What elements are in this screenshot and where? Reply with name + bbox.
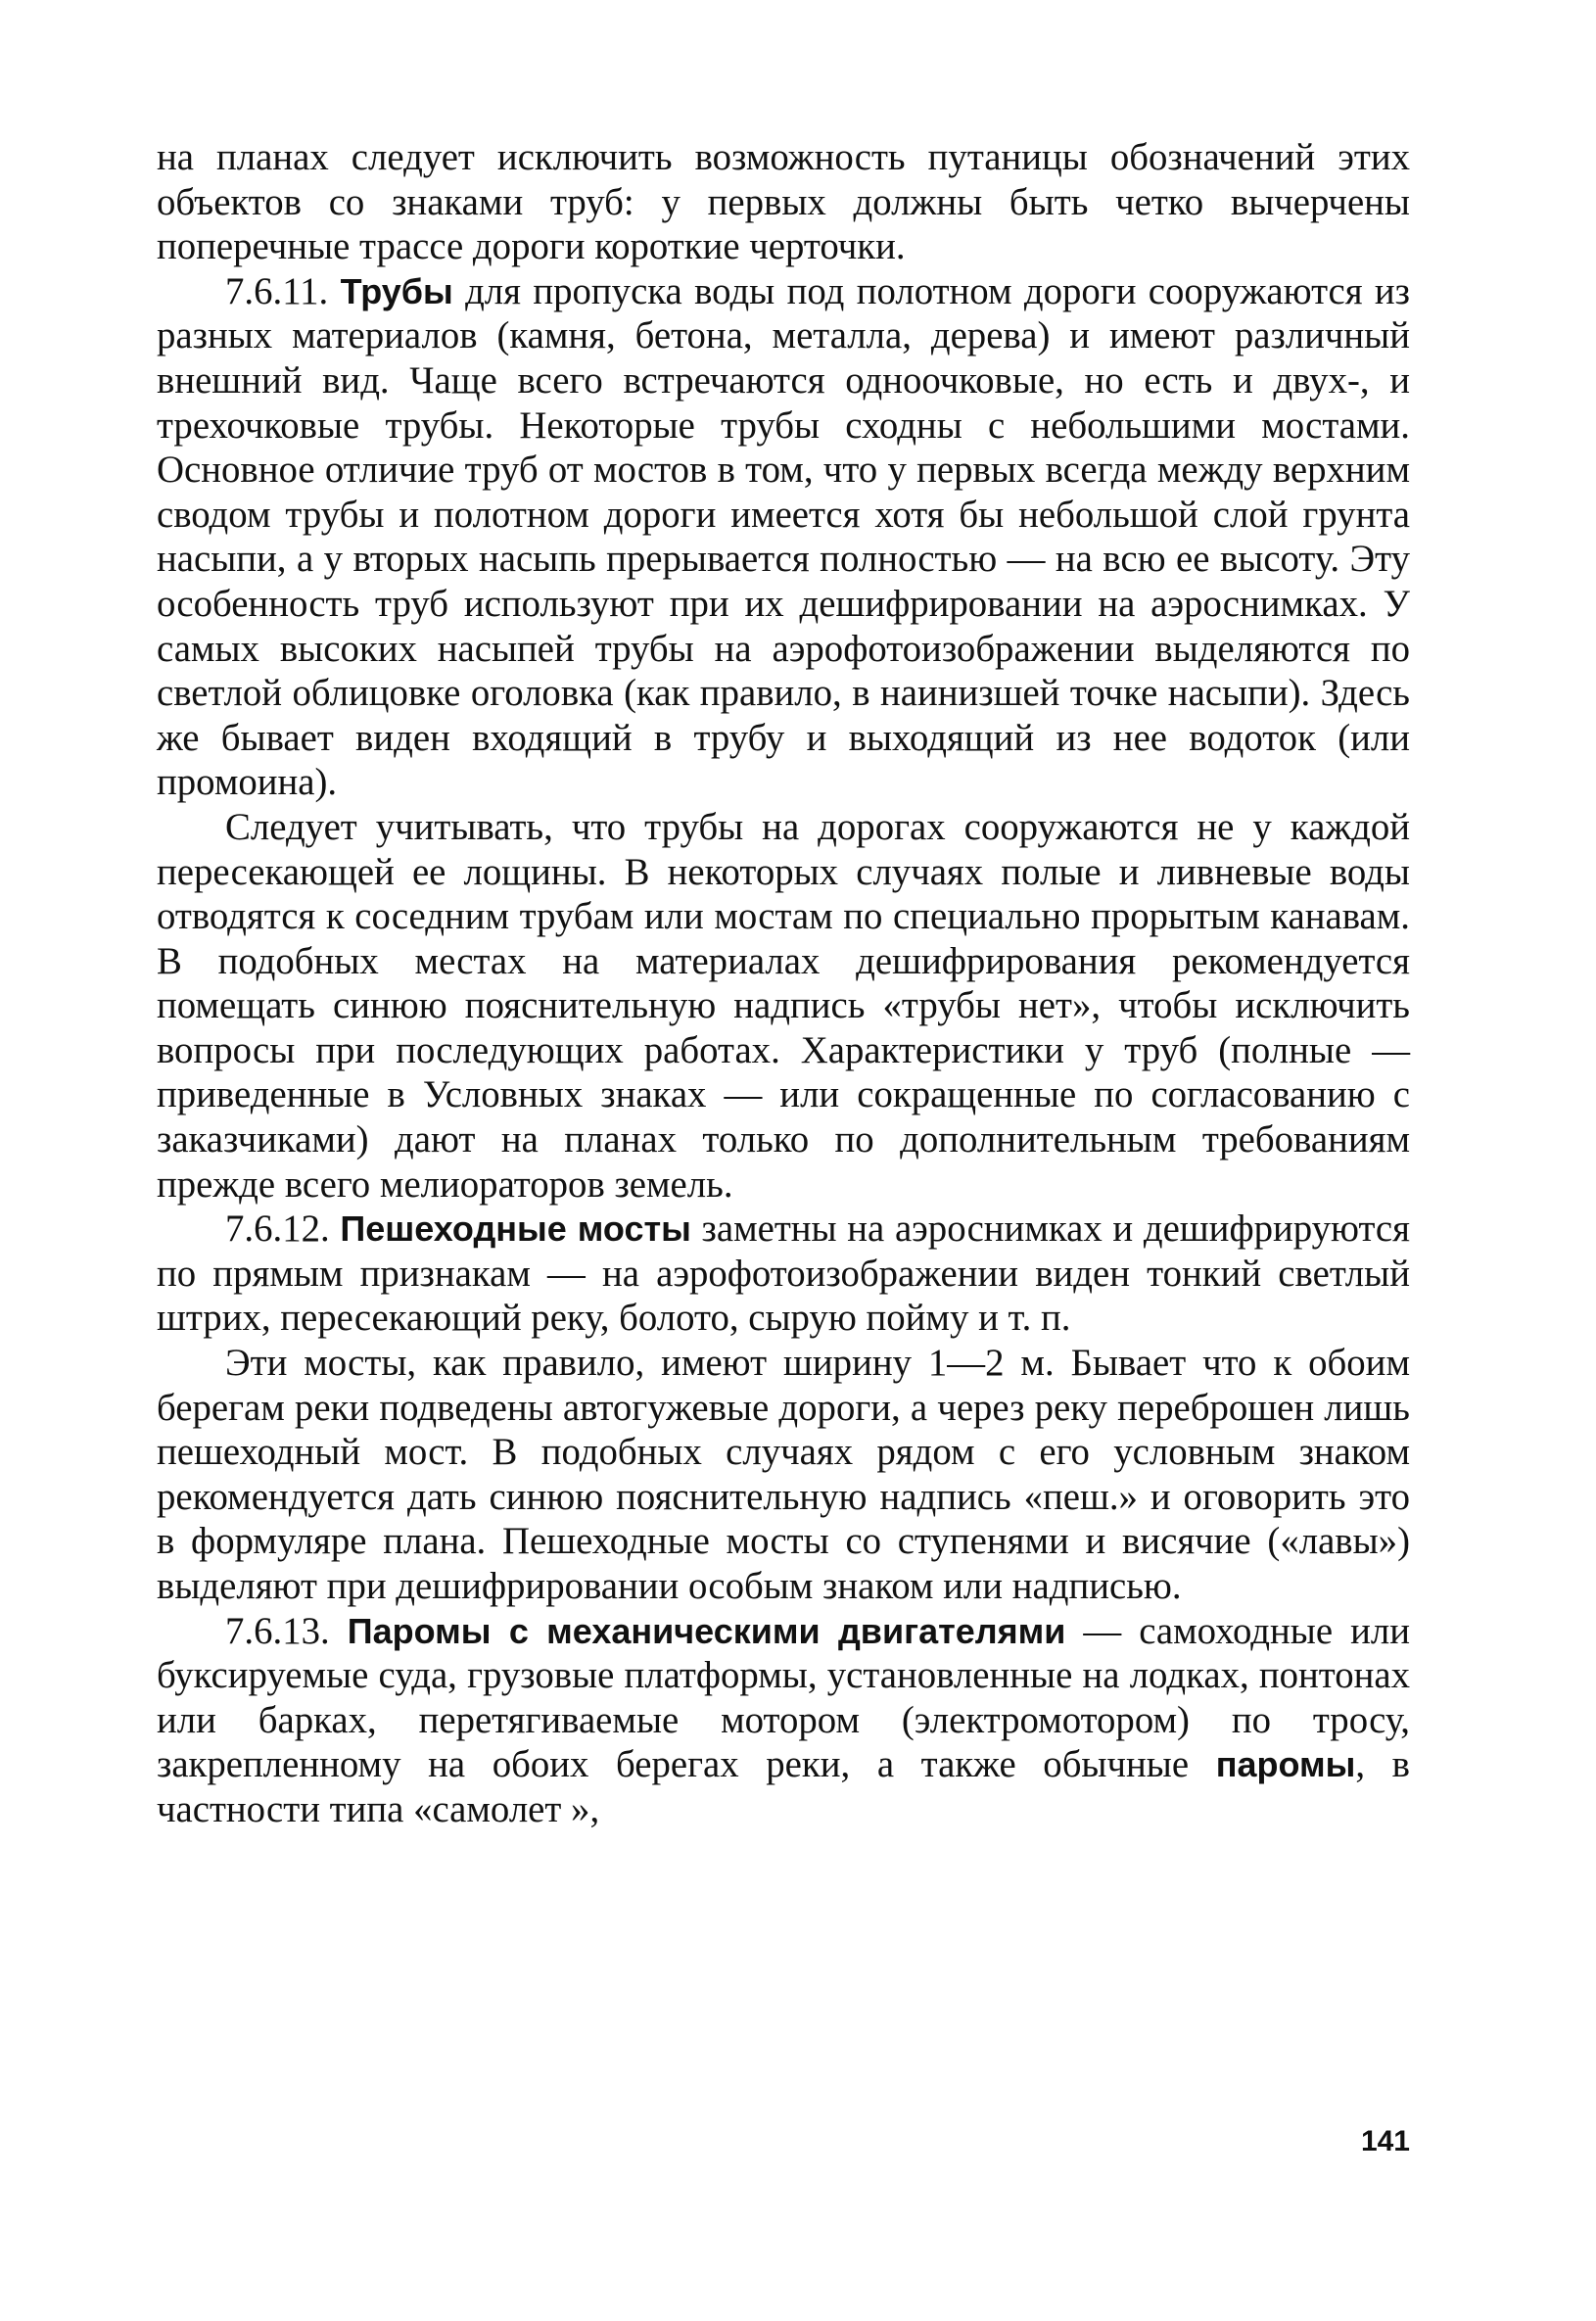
section-number-7-6-13: 7.6.13. — [225, 1609, 348, 1652]
paragraph-footbridges-notes: Эти мосты, как правило, имеют ширину 1—2 м. Бывает что к обоим берегам реки подведены автогужевые дороги, а через реку переброшен лишь пешеходный мост. В подобных случаях рядом с его условным знаком рекомендуется дать синюю пояснительную надпись «пеш.» и оговорить это в формуляре плана. Пешеходные мосты со ступенями и висячие («лавы») выделяют при дешифрировании особым знаком или надписью. — [157, 1342, 1410, 1607]
section-number-7-6-12: 7.6.12. — [225, 1208, 341, 1251]
paragraph-ferries-text-end: , в частности типа «самолет », — [157, 1743, 1411, 1830]
term-ferries: паромы — [1215, 1744, 1356, 1785]
paragraph-pipes-text: для пропуска воды под полотном дороги сооружаются из разных материалов (камня, бетона, металла, дерева) и имеют различный внешний вид. Чаще всего встречаются одноочковые, но есть и двух-, и трехочковые трубы. Некоторые трубы сходны с небольшими мостами. Основное отличие труб от мостов в том, что у первых всегда между верхним сводом трубы и полотном дороги имеется хотя бы небольшой слой грунта насыпи, а у вторых насыпь прерывается полностью — на всю ее высоту. Эту особенность труб используют при их дешифрировании на аэроснимках. У самых высоких насыпей трубы на аэрофотоизображении выделяются по светлой облицовке оголовка (как правило, в наинизшей точке насыпи). Здесь же бывает виден входящий в трубу и выходящий из нее водоток (или промоина). — [157, 269, 1411, 804]
paragraph-continuation: на планах следует исключить возможность путаницы обозначений этих объектов со знаками труб: у первых должны быть четко вычерчены поперечные трассе дороги короткие черточки. — [157, 136, 1410, 268]
paragraph-footbridges — [157, 1207, 1410, 1341]
paragraph-footbridges-text: заметны на аэроснимках и дешифрируются по прямым признакам — на аэрофотоизображении виден тонкий светлый штрих, пересекающий реку, болото, сырую пойму и т. п. — [157, 1208, 1410, 1340]
paragraph-pipes-notes: Следует учитывать, что трубы на дорогах сооружаются не у каждой пересекающей ее лощины. В некоторых случаях полые и ливневые воды отводятся к соседним трубам или мостам по специально прорытым канавам. В подобных местах на материалах дешифрирования рекомендуется помещать синюю пояснительную надпись «трубы нет», чтобы исключить вопросы при последующих работах. Характеристики у труб (полные — приведенные в Условных знаках — или сокращенные по согласованию с заказчиками) дают на планах только по дополнительным требованиям прежде всего мелиораторов земель. — [157, 805, 1410, 1206]
section-number-7-6-11: 7.6.11. — [225, 269, 341, 312]
term-pipes: Трубы — [340, 270, 453, 311]
page-number: 141 — [1360, 2125, 1410, 2157]
paragraph-ferries — [157, 1609, 1410, 1832]
term-motor-ferries: Паромы с механическими двигателями — [347, 1610, 1066, 1651]
paragraph-ferries-text: — самоходные или буксируемые суда, грузовые платформы, установленные на лодках, понтонах или барках, перетягиваемые мотором (электромотором) по тросу, закрепленному на обоих берегах реки, а также обычные — [157, 1609, 1410, 1786]
term-footbridges: Пешеходные мосты — [340, 1208, 691, 1250]
page-body — [157, 135, 1410, 1832]
paragraph-pipes — [157, 269, 1410, 805]
